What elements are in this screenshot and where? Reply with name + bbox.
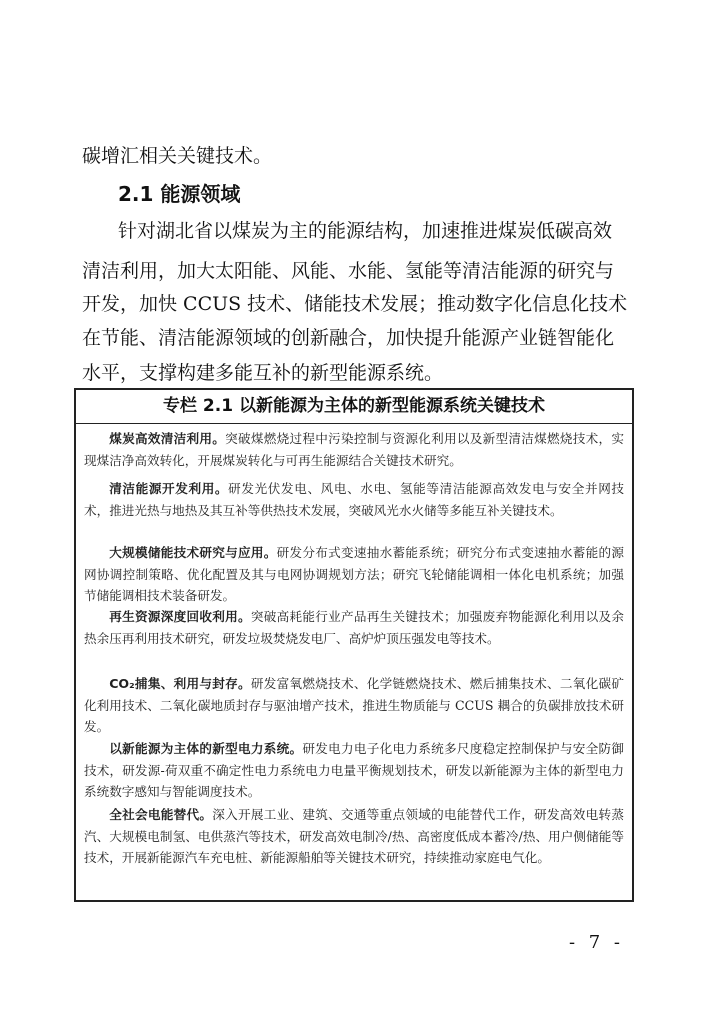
box-item (84, 673, 624, 738)
paragraph-line: 开发，加快 CCUS 技术、储能技术发展；推动数字化信息化技术 (82, 293, 628, 315)
intro-continuation: 碳增汇相关关键技术。 (82, 145, 273, 167)
box-item-text: 深入开展工业、建筑、交通等重点领域的电能替代工作，研发高效电转蒸汽、大规模电制氢、电供蒸汽等技术，研发高效电制冷/热、高密度低成本蓄冷/热、用户侧储能等技术，开展新能源汽车充电桩、新能源船舶等关键技术研究，持续推动家庭电气化。 (84, 807, 625, 865)
box-item-lead: CO₂捕集、利用与封存。 (109, 676, 251, 691)
box-item (84, 478, 624, 521)
box-item-lead: 再生资源深度回收利用。 (109, 609, 251, 624)
box-item-text: 研发富氧燃烧技术、化学链燃烧技术、燃后捕集技术、二氧化碳矿化利用技术、二氧化碳地质封存与驱油增产技术，推进生物质能与 CCUS 耦合的负碳排放技术研发。 (84, 676, 625, 734)
paragraph-line: 针对湖北省以煤炭为主的能源结构，加速推进煤炭低碳高效 (118, 220, 613, 242)
box-item (84, 428, 624, 471)
feature-box (74, 388, 634, 902)
box-item-lead: 全社会电能替代。 (109, 807, 213, 822)
box-item-lead: 大规模储能技术研究与应用。 (109, 545, 277, 560)
box-item (84, 542, 624, 607)
box-item-text: 研发电力电子化电力系统多尺度稳定控制保护与安全防御技术，研发源-荷双重不确定性电力系统电力电量平衡规划技术，研发以新能源为主体的新型电力系统数字感知与智能调度技术。 (84, 741, 625, 799)
box-item (84, 738, 624, 803)
paragraph-line: 清洁利用，加大太阳能、风能、水能、氢能等清洁能源的研究与 (82, 260, 615, 282)
box-item-lead: 以新能源为主体的新型电力系统。 (109, 741, 303, 756)
box-title: 专栏 2.1 以新能源为主体的新型能源系统关键技术 (76, 390, 632, 424)
paragraph-line: 在节能、清洁能源领域的创新融合，加快提升能源产业链智能化 (82, 327, 615, 349)
box-item-text: 突破煤燃烧过程中污染控制与资源化利用以及新型清洁煤燃烧技术，实现煤洁净高效转化，开展煤炭转化与可再生能源结合关键技术研究。 (84, 431, 625, 468)
box-item-lead: 煤炭高效清洁利用。 (109, 431, 226, 446)
page-number: - 7 - (568, 932, 624, 953)
box-item-text: 研发光伏发电、风电、水电、氢能等清洁能源高效发电与安全并网技术，推进光热与地热及其互补等供热技术发展，突破风光水火储等多能互补关键技术。 (84, 481, 625, 518)
box-item-text: 研发分布式变速抽水蓄能系统；研究分布式变速抽水蓄能的源网协调控制策略、优化配置及其与电网协调规划方法；研究飞轮储能调相一体化电机系统；加强节储能调相技术装备研发。 (84, 545, 625, 603)
box-item (84, 606, 624, 649)
paragraph-line: 水平，支撑构建多能互补的新型能源系统。 (82, 362, 444, 384)
box-item-text: 突破高耗能行业产品再生关键技术；加强废弃物能源化利用以及余热余压再利用技术研究，研发垃圾焚烧发电厂、高炉炉顶压强发电等技术。 (84, 609, 625, 646)
box-item-lead: 清洁能源开发利用。 (109, 481, 229, 496)
section-heading: 2.1 能源领域 (118, 182, 241, 206)
box-item (84, 804, 624, 869)
